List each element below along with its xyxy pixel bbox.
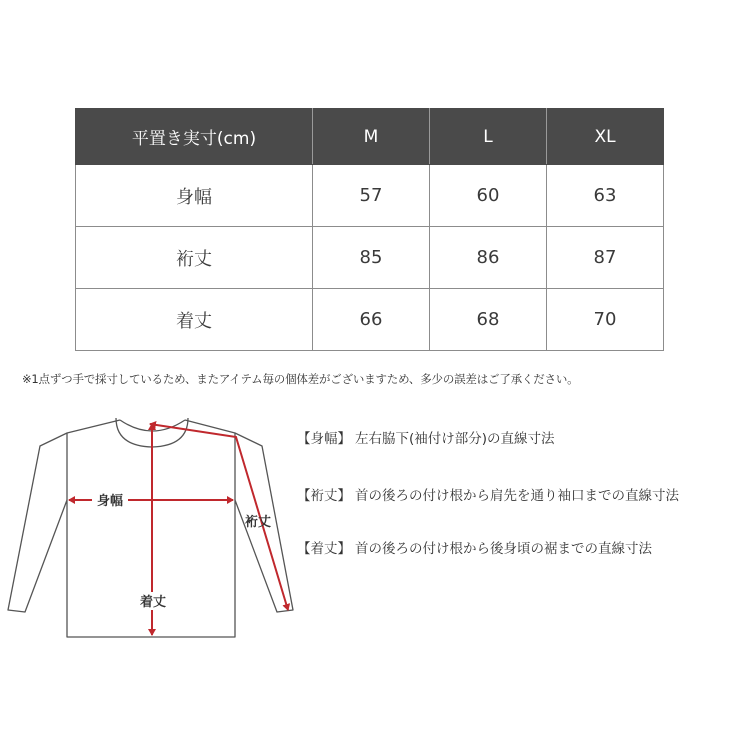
cell-value: 70 (547, 289, 664, 351)
diagram-label-width: 身幅 (96, 494, 124, 509)
header-size-m: M (313, 109, 430, 165)
header-size-xl: XL (547, 109, 664, 165)
cell-value: 63 (547, 165, 664, 227)
row-label-body-width: 身幅 (76, 165, 313, 227)
table-row (76, 227, 664, 289)
legend-text: 首の後ろの付け根から肩先を通り袖口までの直線寸法 (355, 488, 679, 504)
diagram-label-sleeve: 裄丈 (245, 515, 272, 530)
header-size-l: L (430, 109, 547, 165)
legend-body-width (297, 427, 555, 447)
legend-tag: 【着丈】 (297, 541, 351, 557)
table-row (76, 289, 664, 351)
table-row (76, 165, 664, 227)
cell-value: 87 (547, 227, 664, 289)
legend-sleeve-length (297, 484, 679, 504)
size-table (75, 108, 664, 351)
legend-tag: 【身幅】 (297, 431, 351, 447)
cell-value: 57 (313, 165, 430, 227)
row-label-total-length: 着丈 (76, 289, 313, 351)
cell-value: 60 (430, 165, 547, 227)
measurement-note: ※1点ずつ手で採寸しているため、またアイテム毎の個体差がございますため、多少の誤差はご了承ください。 (22, 372, 579, 386)
cell-value: 85 (313, 227, 430, 289)
header-measure-label: 平置き実寸(cm) (76, 109, 313, 165)
cell-value: 66 (313, 289, 430, 351)
table-header-row (76, 109, 664, 165)
legend-text: 首の後ろの付け根から後身頃の裾までの直線寸法 (355, 541, 652, 557)
cell-value: 68 (430, 289, 547, 351)
row-label-sleeve-length: 裄丈 (76, 227, 313, 289)
diagram-label-length: 着丈 (139, 595, 167, 610)
legend-tag: 【裄丈】 (297, 488, 351, 504)
shirt-diagram (0, 400, 320, 650)
cell-value: 86 (430, 227, 547, 289)
legend-total-length (297, 537, 652, 557)
legend-text: 左右脇下(袖付け部分)の直線寸法 (355, 431, 555, 447)
